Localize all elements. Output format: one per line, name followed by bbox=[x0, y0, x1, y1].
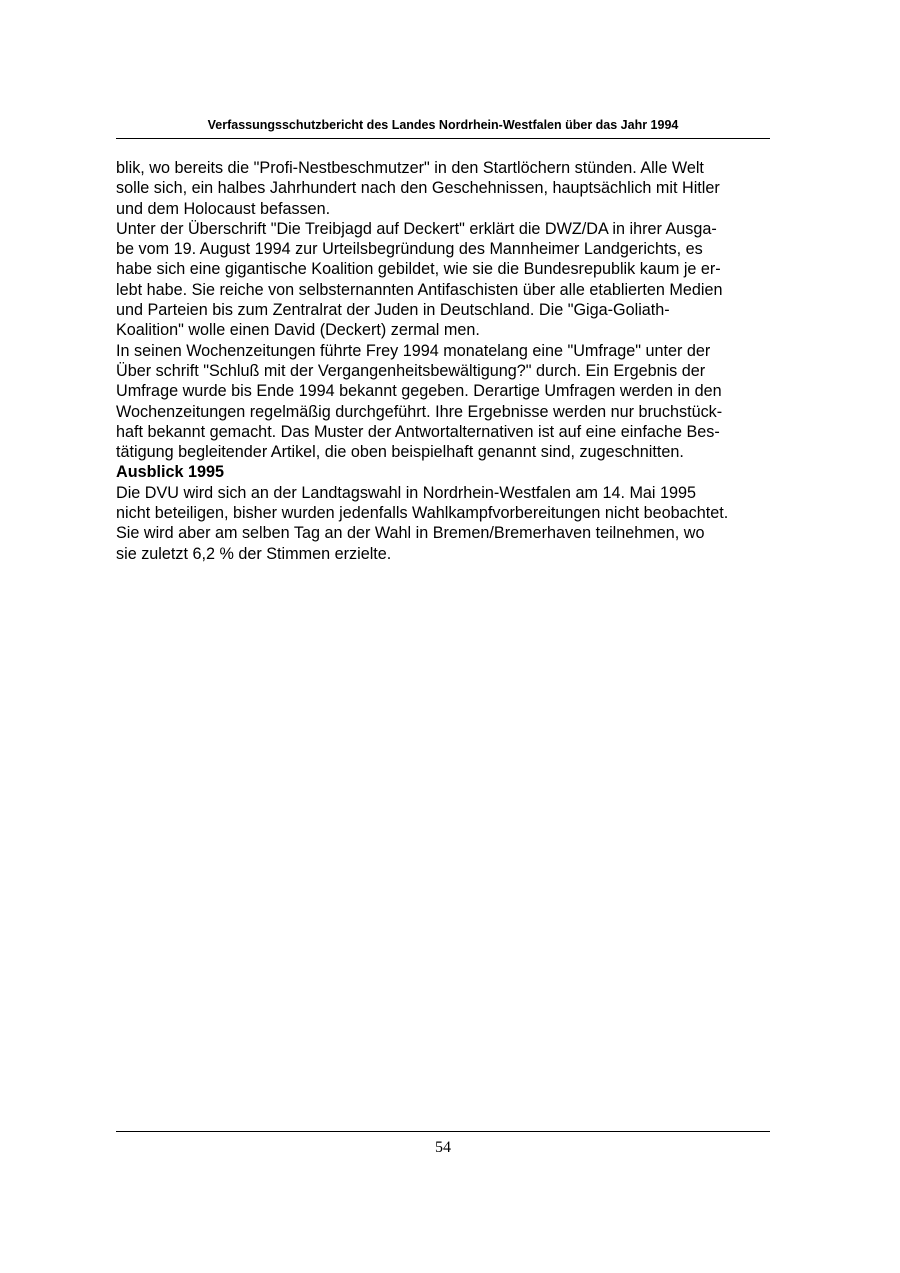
text-line: sie zuletzt 6,2 % der Stimmen erzielte. bbox=[116, 544, 392, 563]
footer-divider bbox=[116, 1131, 770, 1132]
text-line: Umfrage wurde bis Ende 1994 bekannt gegeben. Derartige Umfragen werden in den bbox=[116, 382, 722, 401]
text-line: Über schrift "Schluß mit der Vergangenheitsbewältigung?" durch. Ein Ergebnis der bbox=[116, 361, 706, 380]
text-line: Koalition" wolle einen David (Deckert) zermal men. bbox=[116, 321, 480, 340]
text-line: lebt habe. Sie reiche von selbsternannten Antifaschisten über alle etablierten Medien bbox=[116, 280, 723, 299]
text-line: haft bekannt gemacht. Das Muster der Antwortalternativen ist auf eine einfache Bes- bbox=[116, 422, 720, 441]
section-heading: Ausblick 1995 bbox=[116, 463, 224, 482]
text-line: habe sich eine gigantische Koalition gebildet, wie sie die Bundesrepublik kaum je er- bbox=[116, 260, 721, 279]
page-header: Verfassungsschutzbericht des Landes Nordrhein-Westfalen über das Jahr 1994 bbox=[207, 118, 679, 132]
text-line: und Parteien bis zum Zentralrat der Juden in Deutschland. Die "Giga-Goliath- bbox=[116, 301, 670, 320]
text-line: be vom 19. August 1994 zur Urteilsbegründung des Mannheimer Landgerichts, es bbox=[116, 240, 703, 259]
text-line: In seinen Wochenzeitungen führte Frey 1994 monatelang eine "Umfrage" unter der bbox=[116, 341, 711, 360]
text-line: Wochenzeitungen regelmäßig durchgeführt. Ihre Ergebnisse werden nur bruchstück- bbox=[116, 402, 723, 421]
page-number: 54 bbox=[435, 1139, 451, 1156]
text-line: nicht beteiligen, bisher wurden jedenfalls Wahlkampfvorbereitungen nicht beobachtet. bbox=[116, 504, 729, 523]
header-divider bbox=[116, 138, 770, 139]
text-line: Unter der Überschrift "Die Treibjagd auf Deckert" erklärt die DWZ/DA in ihrer Ausga- bbox=[116, 219, 717, 238]
text-line: Sie wird aber am selben Tag an der Wahl in Bremen/Bremerhaven teilnehmen, wo bbox=[116, 524, 705, 543]
text-line: tätigung begleitender Artikel, die oben beispielhaft genannt sind, zugeschnitten. bbox=[116, 443, 684, 462]
text-line: blik, wo bereits die "Profi-Nestbeschmutzer" in den Startlöchern stünden. Alle Welt bbox=[116, 159, 704, 177]
text-line: und dem Holocaust befassen. bbox=[116, 199, 331, 218]
text-line: Die DVU wird sich an der Landtagswahl in Nordrhein-Westfalen am 14. Mai 1995 bbox=[116, 483, 697, 502]
body-text bbox=[116, 158, 796, 564]
text-line: solle sich, ein halbes Jahrhundert nach den Geschehnissen, hauptsächlich mit Hitler bbox=[116, 179, 720, 198]
